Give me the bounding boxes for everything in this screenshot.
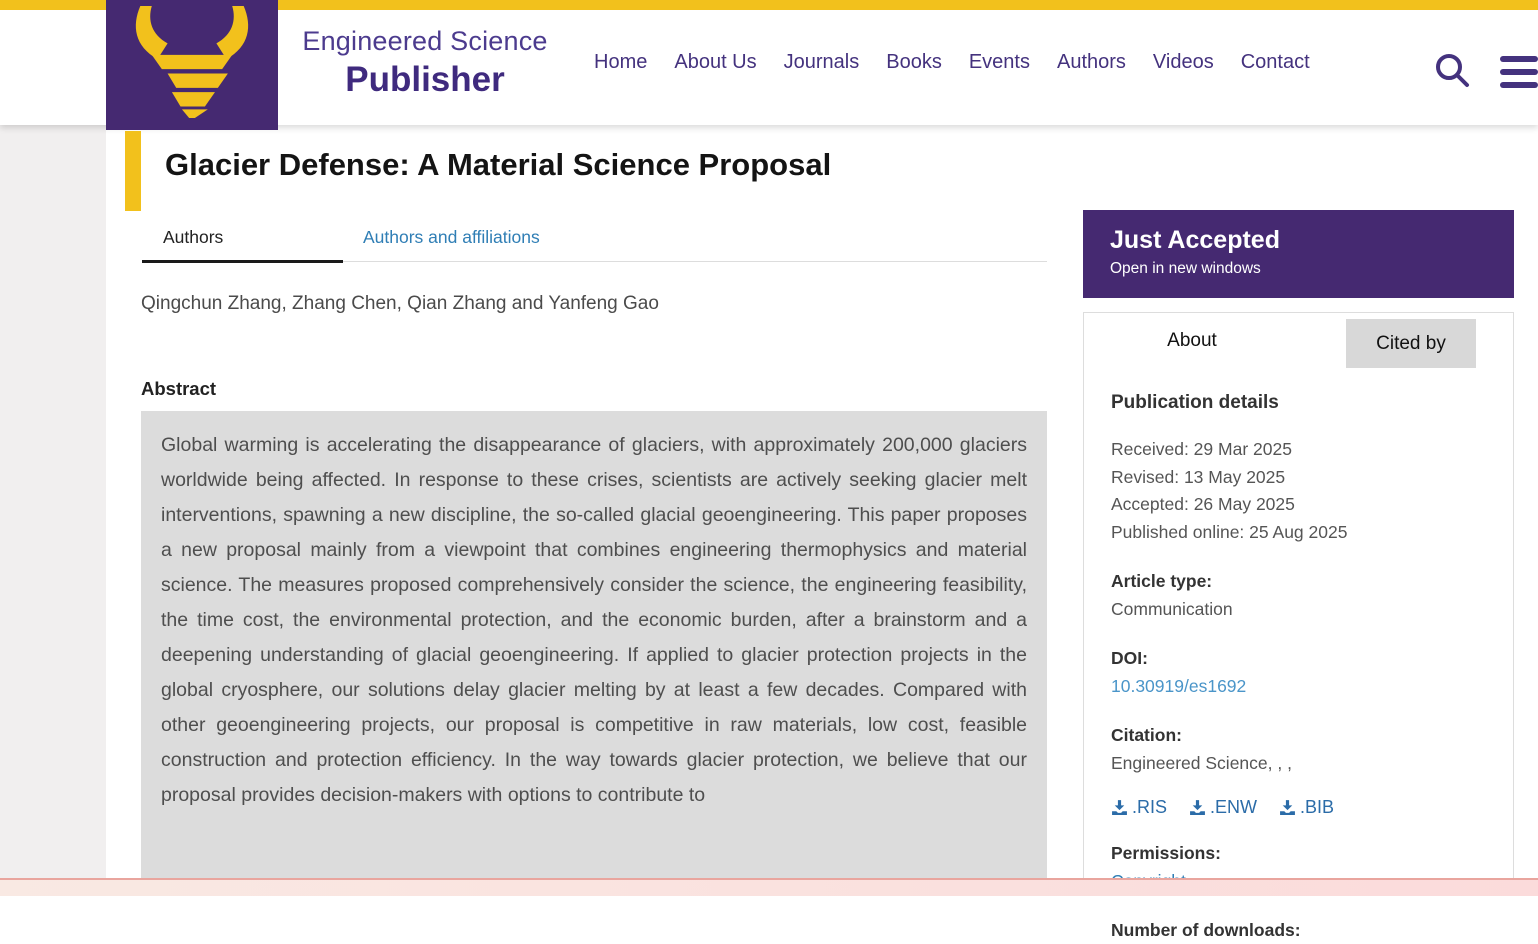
doi-link[interactable]: 10.30919/es1692	[1111, 676, 1246, 696]
downloads-count-label	[1111, 916, 1493, 944]
published-online-date: Published online: 25 Aug 2025	[1111, 519, 1493, 547]
nav-journals[interactable]: Journals	[784, 51, 860, 74]
download-ris-button[interactable]: .RIS	[1111, 797, 1167, 818]
tab-authors-affiliations[interactable]: Authors and affiliations	[363, 227, 540, 248]
nav-home[interactable]: Home	[594, 51, 647, 74]
main-nav	[594, 0, 1310, 125]
info-card-tabs	[1084, 313, 1513, 368]
nav-contact[interactable]: Contact	[1241, 51, 1310, 74]
citation-label: Citation:	[1111, 721, 1493, 749]
tab-cited-by[interactable]: Cited by	[1346, 319, 1476, 368]
revised-date: Revised: 13 May 2025	[1111, 464, 1493, 492]
download-icon	[1111, 799, 1128, 816]
permissions-label: Permissions:	[1111, 839, 1493, 867]
hamburger-menu-icon[interactable]	[1500, 56, 1538, 88]
bottom-notice-bar	[0, 878, 1538, 896]
article-info-card	[1083, 312, 1514, 896]
info-card-body	[1084, 368, 1513, 944]
download-icon	[1189, 799, 1206, 816]
article-type-label: Article type:	[1111, 567, 1493, 595]
just-accepted-title: Just Accepted	[1110, 226, 1514, 255]
abstract-heading: Abstract	[141, 378, 216, 400]
citation-download-row	[1111, 797, 1493, 818]
tab-about[interactable]: About	[1084, 313, 1300, 352]
nav-about-us[interactable]: About Us	[674, 51, 756, 74]
title-accent-bar	[125, 131, 141, 211]
accepted-date: Accepted: 26 May 2025	[1111, 491, 1493, 519]
citation-value: Engineered Science, , ,	[1111, 749, 1493, 777]
download-bib-button[interactable]: .BIB	[1279, 797, 1334, 818]
download-enw-button[interactable]: .ENW	[1189, 797, 1257, 818]
tab-authors[interactable]: Authors	[163, 227, 223, 248]
author-names: Qingchun Zhang, Zhang Chen, Qian Zhang and Yanfeng Gao	[141, 293, 1047, 315]
abstract-box	[141, 411, 1047, 896]
nav-books[interactable]: Books	[886, 51, 942, 74]
abstract-text: Global warming is accelerating the disappearance of glaciers, with approximately 200,000 glaciers worldwide being affected. In response to these crises, scientists are actively seeking glacier melt interventions, spawning a new discipline, the so-called glacial geoengineering. This paper proposes a new proposal mainly from a viewpoint that combines engineering thermophysics and material science. The measures proposed comprehensively consider the science, the engineering feasibility, the time cost, the environmental protection, and the economic burden, after a brainstorm and a deepening understanding of glacial geoengineering. If applied to glacier protection projects in the global cryosphere, our solutions delay glacier melting by at least a few decades. Compared with other geoengineering projects, our proposal is competitive in raw materials, low cost, feasible construction and protection efficiency. In the way towards glacier protection, we believe that our proposal provides decision-makers with options to contribute to	[161, 428, 1027, 813]
publication-dates	[1111, 436, 1493, 546]
publication-details-heading: Publication details	[1111, 392, 1493, 414]
search-icon[interactable]	[1433, 52, 1471, 90]
brand-line1: Engineered Science	[290, 26, 560, 57]
doi-label: DOI:	[1111, 644, 1493, 672]
copyright-link[interactable]: Copyright	[1111, 871, 1186, 891]
publisher-logo[interactable]	[106, 0, 278, 130]
received-date: Received: 29 Mar 2025	[1111, 436, 1493, 464]
brand-line2: Publisher	[290, 60, 560, 100]
active-tab-underline	[142, 260, 343, 263]
left-gutter	[0, 125, 106, 878]
just-accepted-banner[interactable]	[1083, 210, 1514, 298]
just-accepted-subtitle: Open in new windows	[1110, 260, 1514, 278]
download-icon	[1279, 799, 1296, 816]
brand-wordmark	[290, 26, 560, 100]
nav-authors[interactable]: Authors	[1057, 51, 1126, 74]
nav-events[interactable]: Events	[969, 51, 1030, 74]
page-title: Glacier Defense: A Material Science Proposal	[165, 147, 1065, 183]
nav-videos[interactable]: Videos	[1153, 51, 1214, 74]
article-type-value: Communication	[1111, 595, 1493, 623]
article-tabs	[142, 224, 1047, 262]
